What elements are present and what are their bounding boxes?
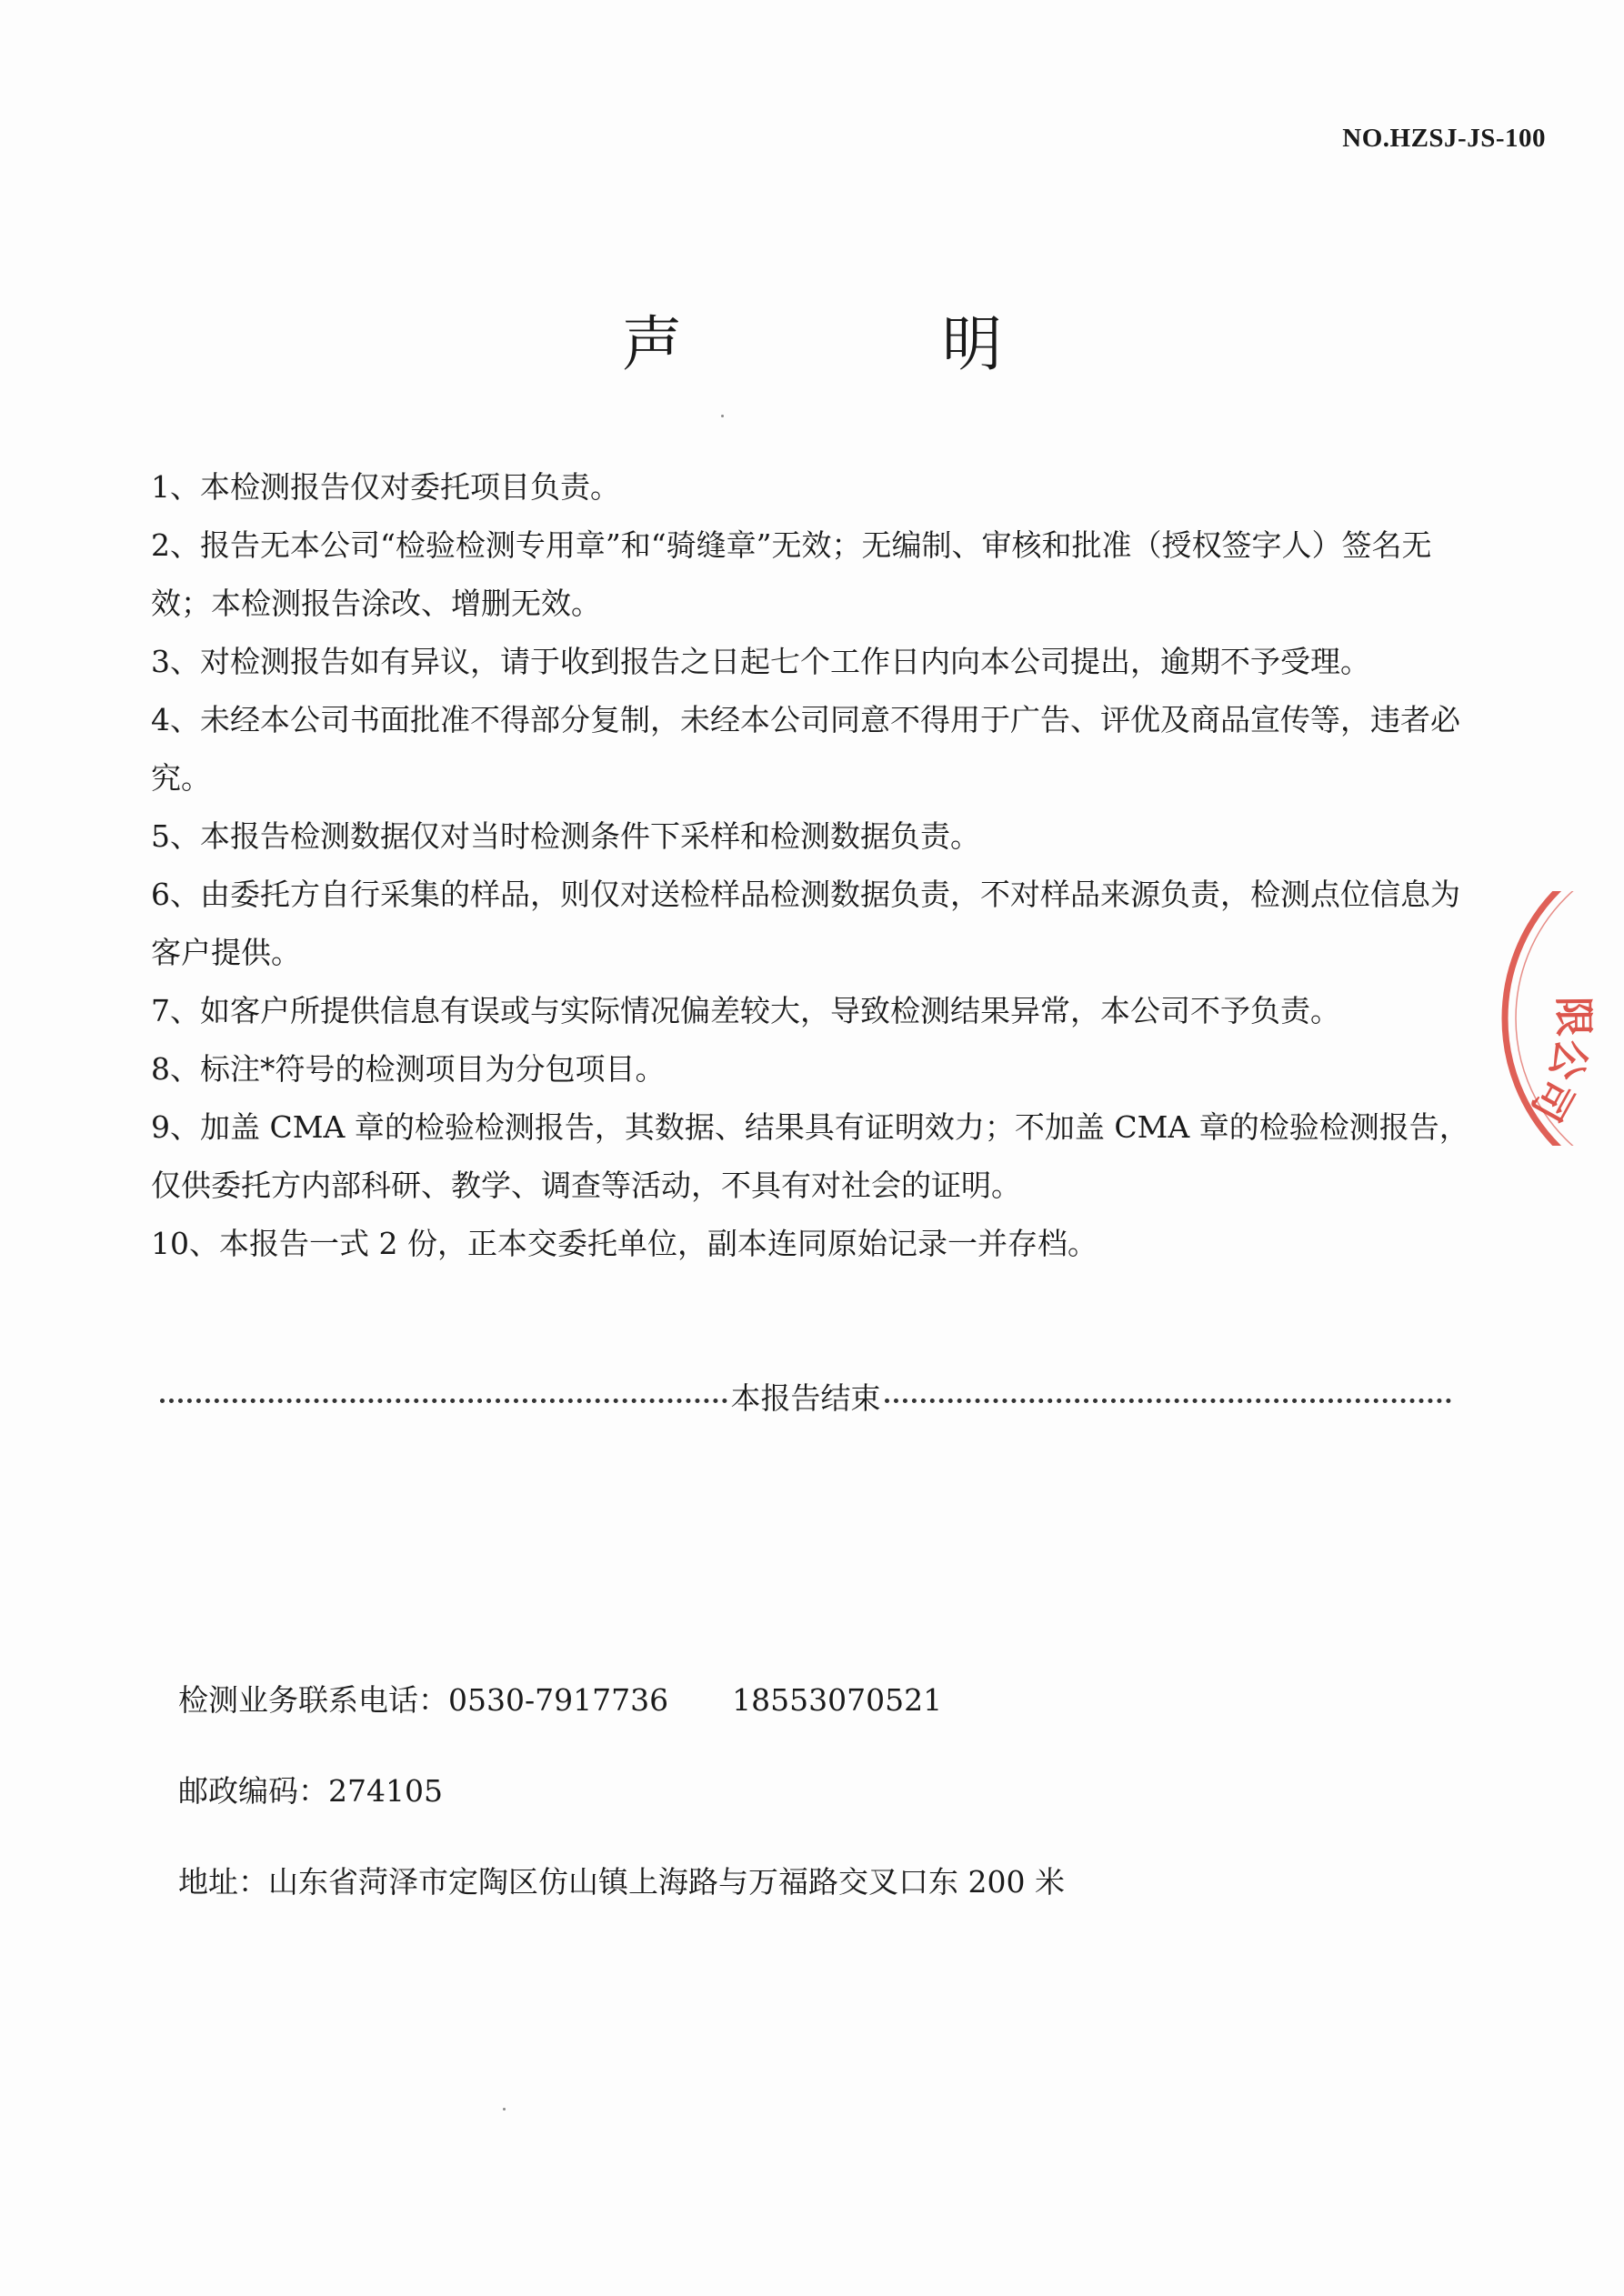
company-seal-stamp xyxy=(1459,891,1624,1146)
statement-clauses xyxy=(151,458,1488,1273)
phone-label: 检测业务联系电话： xyxy=(178,1682,448,1718)
dotted-leader-left xyxy=(160,1399,727,1403)
clause-8: 8、标注*符号的检测项目为分包项目。 xyxy=(151,1051,666,1087)
clause-9: 9、加盖 CMA 章的检验检测报告，其数据、结果具有证明效力；不加盖 CMA 章的检验检测报告，仅供委托方内部科研、教学、调查等活动，不具有对社会的证明。 xyxy=(151,1109,1469,1203)
page-title: 声 明 xyxy=(622,309,1102,379)
contact-info xyxy=(178,1655,1065,1928)
phone-number-1: 0530-7917736 xyxy=(448,1682,669,1718)
scan-speck xyxy=(721,415,724,417)
address-value: 山东省菏泽市定陶区仿山镇上海路与万福路交叉口东 200 米 xyxy=(268,1864,1065,1900)
clause-6: 6、由委托方自行采集的样品，则仅对送检样品检测数据负责，不对样品来源负责，检测点位信息为客户提供。 xyxy=(151,877,1460,970)
contact-postcode-row xyxy=(178,1746,1065,1837)
postcode-value: 274105 xyxy=(328,1773,443,1809)
phone-number-2: 18553070521 xyxy=(732,1682,943,1718)
contact-address-row xyxy=(178,1837,1065,1928)
clause-10: 10、本报告一式 2 份，正本交委托单位，副本连同原始记录一并存档。 xyxy=(151,1226,1098,1261)
clause-4: 4、未经本公司书面批准不得部分复制，未经本公司同意不得用于广告、评优及商品宣传等，违者必究。 xyxy=(151,702,1460,796)
dotted-leader-right xyxy=(885,1399,1452,1403)
postcode-label: 邮政编码： xyxy=(178,1773,328,1809)
seal-text: 限公司 xyxy=(1521,996,1597,1129)
report-end-line xyxy=(160,1375,1451,1418)
document-number: NO.HZSJ-JS-100 xyxy=(1342,124,1546,153)
scan-speck xyxy=(503,2108,506,2111)
clause-1: 1、本检测报告仅对委托项目负责。 xyxy=(151,469,620,505)
clause-3: 3、对检测报告如有异议，请于收到报告之日起七个工作日内向本公司提出，逾期不予受理。 xyxy=(151,644,1370,679)
contact-phone-row xyxy=(178,1655,1065,1746)
clause-5: 5、本报告检测数据仅对当时检测条件下采样和检测数据负责。 xyxy=(151,818,980,854)
report-end-text: 本报告结束 xyxy=(730,1380,881,1416)
clause-7: 7、如客户所提供信息有误或与实际情况偏差较大，导致检测结果异常，本公司不予负责。 xyxy=(151,993,1340,1028)
address-label: 地址： xyxy=(178,1864,268,1900)
clause-2: 2、报告无本公司“检验检测专用章”和“骑缝章”无效；无编制、审核和批准（授权签字人）签名无效；本检测报告涂改、增删无效。 xyxy=(151,527,1432,621)
